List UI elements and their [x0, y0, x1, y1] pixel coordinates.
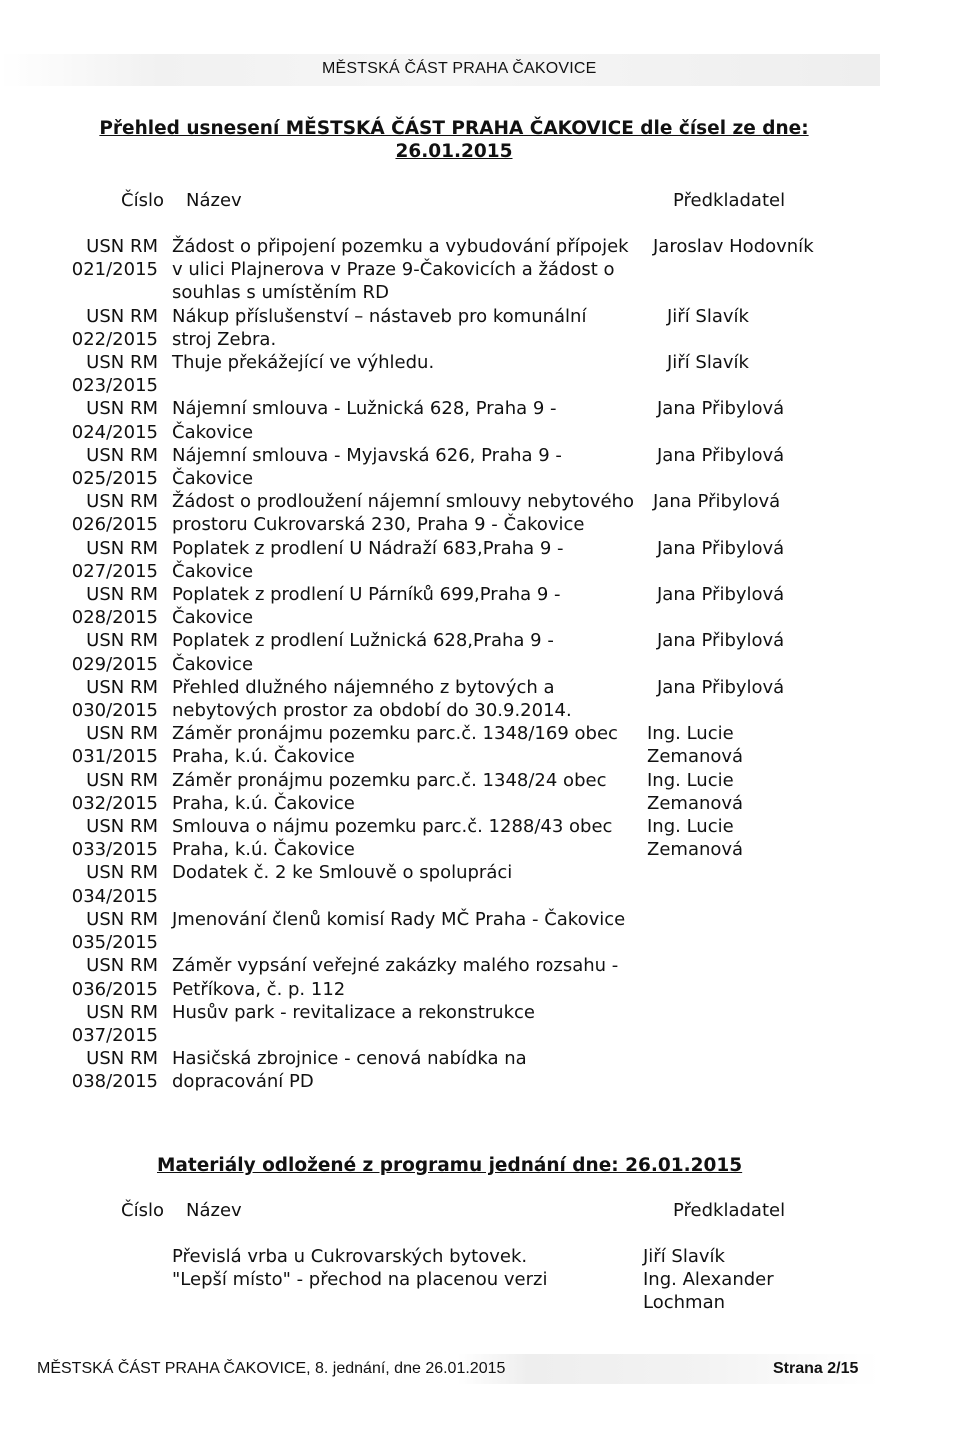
table-row: [0, 815, 960, 861]
resolution-submitter: Jana Přibylová: [657, 630, 785, 652]
resolution-title: Thuje překážející ve výhledu.: [172, 352, 435, 374]
table-row: [0, 676, 960, 722]
resolution-number: USN RM 034/2015: [71, 862, 158, 907]
table-row: [0, 954, 960, 1000]
material-number-empty: [0, 1268, 172, 1314]
resolution-submitter: [657, 1047, 857, 1093]
resolution-number: USN RM 024/2015: [71, 398, 158, 443]
table-row: [0, 444, 960, 490]
resolution-number: USN RM 026/2015: [71, 491, 158, 536]
column-header-nazev: Název: [186, 190, 242, 211]
resolution-number: USN RM 033/2015: [71, 816, 158, 861]
table-row: [0, 722, 960, 768]
material-title: "Lepší místo" - přechod na placenou verzi: [172, 1269, 548, 1291]
footer-meeting-info: MĚSTSKÁ ČÁST PRAHA ČAKOVICE, 8. jednání, dne 26.01.2015: [37, 1360, 506, 1377]
resolution-title: Poplatek z prodlení U Nádraží 683,Praha 9 - Čakovice: [172, 537, 564, 582]
resolution-submitter: Jiří Slavík: [667, 352, 749, 374]
page-title: Přehled usnesení MĚSTSKÁ ČÁST PRAHA ČAKOVICE dle čísel ze dne: 26.01.2015: [99, 118, 809, 162]
table-row: [0, 397, 960, 443]
resolution-number: USN RM 022/2015: [71, 305, 158, 350]
resolution-title: Jmenování členů komisí Rady MČ Praha - Čakovice: [172, 908, 626, 930]
material-number-empty: [0, 1245, 172, 1268]
table-row: [0, 490, 960, 536]
resolution-number: USN RM 027/2015: [71, 537, 158, 582]
table-row: [0, 861, 960, 907]
resolution-submitter: [657, 954, 857, 1000]
resolution-title: Hasičská zbrojnice - cenová nabídka na dopracování PD: [172, 1048, 527, 1093]
resolution-number: USN RM 025/2015: [71, 444, 158, 490]
table-row: [0, 1001, 960, 1047]
resolution-submitter: Ing. Lucie Zemanová: [647, 723, 744, 768]
resolution-submitter: [657, 908, 857, 954]
table-row: [0, 908, 960, 954]
resolution-title: Záměr pronájmu pozemku parc.č. 1348/24 obec Praha, k.ú. Čakovice: [172, 769, 607, 814]
table-row: [0, 537, 960, 583]
footer-page-number: Strana 2/15: [773, 1360, 859, 1377]
resolution-title: Žádost o prodloužení nájemní smlouvy nebytového prostoru Cukrovarská 230, Praha 9 - Čakovice: [172, 491, 634, 536]
resolution-number: USN RM 023/2015: [71, 352, 158, 397]
table-row: [0, 583, 960, 629]
materials-column-header-predkladatel: Předkladatel: [673, 1200, 786, 1221]
resolution-submitter: Ing. Lucie Zemanová: [647, 769, 744, 814]
table-row: [0, 1047, 960, 1093]
resolution-submitter: [657, 861, 857, 907]
resolution-submitter: Jana Přibylová: [653, 491, 781, 513]
list-item: [0, 1268, 960, 1314]
table-row: [0, 235, 960, 305]
material-submitter: Jiří Slavík: [643, 1246, 725, 1267]
materials-title: Materiály odložené z programu jednání dne: 26.01.2015: [157, 1155, 743, 1176]
resolution-title: Poplatek z prodlení Lužnická 628,Praha 9 - Čakovice: [172, 630, 554, 675]
table-row: [0, 351, 960, 397]
column-header-cislo: Číslo: [121, 190, 164, 211]
resolution-number: USN RM 030/2015: [71, 676, 158, 722]
resolution-title: Nájemní smlouva - Myjavská 626, Praha 9 - Čakovice: [172, 444, 562, 490]
resolution-submitter: Jana Přibylová: [657, 444, 785, 466]
column-header-predkladatel: Předkladatel: [673, 190, 786, 211]
resolution-title: Husův park - revitalizace a rekonstrukce: [172, 1001, 535, 1023]
resolution-title: Poplatek z prodlení U Párníků 699,Praha 9 - Čakovice: [172, 584, 561, 629]
resolution-number: USN RM 037/2015: [71, 1001, 158, 1046]
resolutions-table: [0, 235, 960, 1094]
resolution-submitter: Ing. Lucie Zemanová: [647, 816, 744, 861]
header-title: MĚSTSKÁ ČÁST PRAHA ČAKOVICE: [322, 60, 597, 77]
resolution-submitter: Jana Přibylová: [657, 676, 785, 698]
resolution-title: Záměr pronájmu pozemku parc.č. 1348/169 obec Praha, k.ú. Čakovice: [172, 723, 618, 768]
resolution-number: USN RM 035/2015: [71, 908, 158, 954]
resolution-title: Dodatek č. 2 ke Smlouvě o spolupráci: [172, 862, 513, 884]
resolution-title: Smlouva o nájmu pozemku parc.č. 1288/43 obec Praha, k.ú. Čakovice: [172, 816, 613, 861]
materials-column-header-nazev: Název: [186, 1200, 242, 1221]
resolution-title: Žádost o připojení pozemku a vybudování přípojek v ulici Plajnerova v Praze 9-Čakovicích a žádost o souhlas s umístěním RD: [172, 236, 629, 304]
resolution-submitter: [657, 1001, 857, 1047]
resolution-title: Nákup příslušenství – nástaveb pro komunální stroj Zebra.: [172, 305, 587, 350]
materials-column-header-cislo: Číslo: [121, 1200, 164, 1221]
list-item: [0, 1245, 960, 1268]
resolution-submitter: Jana Přibylová: [657, 398, 785, 420]
resolution-number: USN RM 028/2015: [71, 584, 158, 629]
table-row: [0, 629, 960, 675]
table-row: [0, 769, 960, 815]
resolution-submitter: Jiří Slavík: [667, 305, 749, 327]
resolution-number: USN RM 036/2015: [71, 955, 158, 1000]
material-title: Převislá vrba u Cukrovarských bytovek.: [172, 1246, 528, 1267]
resolution-title: Nájemní smlouva - Lužnická 628, Praha 9 - Čakovice: [172, 398, 557, 443]
resolution-number: USN RM 032/2015: [71, 769, 158, 814]
resolution-title: Přehled dlužného nájemného z bytových a nebytových prostor za období do 30.9.2014.: [172, 676, 572, 722]
resolution-number: USN RM 031/2015: [71, 723, 158, 768]
table-row: [0, 305, 960, 351]
resolution-number: USN RM 029/2015: [71, 630, 158, 675]
material-submitter: Ing. Alexander Lochman: [643, 1269, 774, 1314]
resolution-submitter: Jaroslav Hodovník: [653, 236, 814, 257]
resolution-title: Záměr vypsání veřejné zakázky malého rozsahu - Petříkova, č. p. 112: [172, 955, 619, 1000]
materials-table: [0, 1245, 960, 1315]
resolution-submitter: Jana Přibylová: [657, 537, 785, 559]
resolution-number: USN RM 021/2015: [71, 236, 158, 281]
resolution-number: USN RM 038/2015: [71, 1048, 158, 1093]
resolution-submitter: Jana Přibylová: [657, 584, 785, 606]
